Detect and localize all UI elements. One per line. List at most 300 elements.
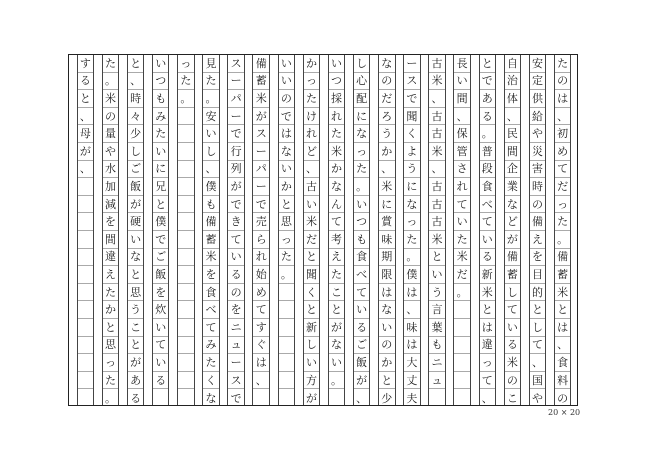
grid-cell: し (354, 55, 370, 73)
grid-cell: 民 (505, 125, 521, 143)
grid-cell: 、 (78, 161, 94, 179)
grid-cell: 古 (304, 178, 320, 196)
grid-cell: 始 (253, 266, 269, 284)
grid-cell: と (480, 55, 496, 73)
grid-cell: っ (404, 213, 420, 231)
grid-cell: ー (228, 354, 244, 372)
grid-cell: 々 (128, 108, 144, 126)
grid-cell: 行 (228, 143, 244, 161)
grid-cell: 備 (555, 249, 571, 267)
grid-cell: 普 (480, 143, 496, 161)
grid-cell: 災 (530, 143, 546, 161)
manuscript-column (378, 55, 396, 405)
grid-cell: も (153, 90, 169, 108)
grid-cell: パ (228, 90, 244, 108)
grid-cell: が (253, 108, 269, 126)
grid-cell: 間 (103, 231, 119, 249)
grid-cell (178, 108, 194, 126)
grid-cell: 少 (381, 391, 393, 405)
grid-cell: の (103, 108, 119, 126)
grid-cell: 違 (103, 249, 119, 267)
grid-cell: が (128, 354, 144, 372)
grid-cell: る (480, 108, 496, 126)
grid-cell: が (354, 372, 370, 390)
grid-cell: 僕 (153, 213, 169, 231)
manuscript-grid (68, 54, 578, 406)
grid-cell: 備 (203, 213, 219, 231)
grid-cell: だ (555, 178, 571, 196)
grid-cell: 長 (454, 55, 470, 73)
grid-cell: 夫 (406, 391, 418, 405)
grid-cell: つ (153, 73, 169, 91)
grid-cell: っ (103, 354, 119, 372)
grid-cell: い (505, 319, 521, 337)
grid-cell: 賞 (379, 213, 395, 231)
grid-cell: 米 (505, 354, 521, 372)
grid-cell: 供 (530, 90, 546, 108)
grid-cell: 米 (103, 90, 119, 108)
grid-cell: 目 (530, 266, 546, 284)
grid-cell: ろ (379, 108, 395, 126)
grid-cell: 給 (530, 108, 546, 126)
grid-cell: 。 (329, 372, 345, 390)
grid-cell: 聞 (304, 266, 320, 284)
grid-cell: 、 (555, 108, 571, 126)
grid-cell: 蓄 (203, 231, 219, 249)
grid-cell: 安 (203, 108, 219, 126)
grid-cell (178, 319, 194, 337)
grid-cell: け (304, 108, 320, 126)
grid-cell: 定 (530, 73, 546, 91)
grid-cell: か (379, 354, 395, 372)
grid-cell: た (304, 90, 320, 108)
grid-cell: 米 (253, 90, 269, 108)
grid-cell: 、 (404, 301, 420, 319)
grid-cell: 備 (253, 55, 269, 73)
grid-cell (78, 354, 94, 372)
grid-cell: 米 (304, 213, 320, 231)
grid-cell: れ (304, 125, 320, 143)
grid-cell: て (329, 213, 345, 231)
grid-cell (178, 372, 194, 390)
grid-cell: 言 (429, 301, 445, 319)
grid-cell: 列 (228, 161, 244, 179)
grid-cell: 的 (530, 284, 546, 302)
grid-cell: 新 (304, 319, 320, 337)
grid-cell: ス (404, 73, 420, 91)
grid-cell: 限 (379, 266, 395, 284)
grid-cell (78, 372, 94, 390)
grid-cell: 期 (379, 249, 395, 267)
grid-cell: 、 (429, 90, 445, 108)
grid-cell: 売 (253, 213, 269, 231)
grid-cell: 。 (178, 90, 194, 108)
grid-cell: な (404, 196, 420, 214)
manuscript-column (177, 55, 195, 405)
manuscript-column (479, 55, 497, 405)
grid-cell: 加 (103, 178, 119, 196)
grid-cell: る (505, 337, 521, 355)
grid-cell: ご (354, 337, 370, 355)
grid-cell: 水 (103, 161, 119, 179)
grid-cell: と (304, 301, 320, 319)
grid-cell: 間 (454, 90, 470, 108)
grid-cell: 備 (505, 249, 521, 267)
grid-cell: ー (228, 108, 244, 126)
grid-cell: を (228, 301, 244, 319)
grid-cell: し (203, 143, 219, 161)
manuscript-column (529, 55, 547, 405)
grid-cell: て (555, 161, 571, 179)
grid-cell: 。 (404, 249, 420, 267)
grid-cell: 、 (304, 161, 320, 179)
grid-cell: と (279, 196, 295, 214)
grid-cell: え (103, 266, 119, 284)
grid-cell: っ (555, 196, 571, 214)
grid-cell: 考 (329, 231, 345, 249)
grid-cell: の (505, 372, 521, 390)
grid-cell: 。 (203, 90, 219, 108)
grid-cell: 、 (505, 108, 521, 126)
grid-cell: 聞 (404, 108, 420, 126)
grid-cell: も (354, 231, 370, 249)
manuscript-column (554, 55, 572, 405)
grid-cell: た (103, 284, 119, 302)
manuscript-column (252, 55, 270, 405)
grid-cell: を (203, 266, 219, 284)
grid-cell: い (454, 73, 470, 91)
grid-cell: に (153, 161, 169, 179)
grid-cell (178, 125, 194, 143)
grid-cell: 、 (356, 391, 368, 405)
grid-cell: は (279, 125, 295, 143)
grid-cell: た (329, 125, 345, 143)
grid-cell: ー (228, 73, 244, 91)
grid-cell: 企 (505, 161, 521, 179)
grid-cell (78, 284, 94, 302)
grid-cell: さ (454, 161, 470, 179)
grid-cell: た (103, 55, 119, 73)
grid-cell: た (203, 73, 219, 91)
grid-cell: 、 (128, 73, 144, 91)
grid-cell: 兄 (153, 178, 169, 196)
manuscript-column (303, 55, 321, 405)
grid-cell (279, 354, 295, 372)
grid-cell: 母 (78, 125, 94, 143)
grid-cell: で (153, 231, 169, 249)
grid-cell: な (329, 337, 345, 355)
grid-cell: 量 (103, 125, 119, 143)
grid-cell: ュ (228, 337, 244, 355)
grid-cell: や (532, 391, 543, 405)
grid-cell: い (279, 55, 295, 73)
grid-cell: た (279, 249, 295, 267)
grid-cell (178, 178, 194, 196)
grid-cell: れ (454, 178, 470, 196)
grid-cell: が (329, 319, 345, 337)
grid-cell: 葉 (429, 319, 445, 337)
grid-cell: 硬 (128, 213, 144, 231)
grid-cell: い (153, 55, 169, 73)
grid-cell: る (130, 391, 142, 405)
grid-cell: る (78, 73, 94, 91)
grid-cell: 段 (480, 161, 496, 179)
grid-cell: 初 (555, 125, 571, 143)
grid-cell: か (379, 143, 395, 161)
grid-cell (178, 301, 194, 319)
grid-cell: く (304, 284, 320, 302)
grid-cell (178, 161, 194, 179)
grid-cell: だ (379, 90, 395, 108)
grid-cell (78, 231, 94, 249)
grid-cell: 。 (279, 266, 295, 284)
grid-cell (178, 284, 194, 302)
grid-cell: え (530, 231, 546, 249)
grid-cell: ス (228, 55, 244, 73)
grid-cell: み (153, 108, 169, 126)
grid-cell: と (128, 337, 144, 355)
grid-cell: つ (329, 73, 345, 91)
grid-cell: し (128, 143, 144, 161)
grid-cell: め (253, 284, 269, 302)
grid-cell: な (354, 125, 370, 143)
manuscript-column (278, 55, 296, 405)
grid-cell: い (304, 354, 320, 372)
grid-cell: で (228, 125, 244, 143)
grid-cell: 管 (454, 143, 470, 161)
grid-cell: っ (304, 73, 320, 91)
grid-cell: た (354, 161, 370, 179)
grid-cell (279, 319, 295, 337)
grid-cell: 米 (329, 143, 345, 161)
grid-cell: は (555, 90, 571, 108)
grid-cell: べ (480, 196, 496, 214)
grid-cell: い (228, 249, 244, 267)
grid-cell: あ (128, 372, 144, 390)
grid-cell: だ (304, 231, 320, 249)
grid-cell: い (279, 73, 295, 91)
grid-cell: れ (253, 249, 269, 267)
grid-cell: の (279, 90, 295, 108)
grid-cell: い (379, 319, 395, 337)
grid-cell: 配 (354, 90, 370, 108)
grid-cell: な (128, 249, 144, 267)
grid-cell: 時 (530, 178, 546, 196)
grid-cell: で (253, 196, 269, 214)
grid-cell: は (253, 354, 269, 372)
manuscript-column (504, 55, 522, 405)
grid-cell: ご (153, 249, 169, 267)
grid-cell: い (203, 125, 219, 143)
grid-cell: ュ (429, 372, 445, 390)
grid-cell: い (329, 354, 345, 372)
grid-cell: に (404, 178, 420, 196)
grid-cell: 減 (103, 196, 119, 214)
grid-cell: い (153, 143, 169, 161)
grid-cell: 備 (530, 213, 546, 231)
grid-cell: の (530, 196, 546, 214)
grid-cell: た (103, 372, 119, 390)
grid-cell: は (404, 337, 420, 355)
grid-cell (454, 319, 470, 337)
manuscript-column (353, 55, 371, 405)
grid-cell: か (103, 301, 119, 319)
grid-cell: べ (354, 266, 370, 284)
grid-cell: を (530, 249, 546, 267)
grid-cell: っ (480, 354, 496, 372)
grid-cell (279, 372, 295, 390)
grid-cell: 古 (429, 108, 445, 126)
manuscript-column (328, 55, 346, 405)
grid-cell: う (128, 301, 144, 319)
grid-cell (279, 301, 295, 319)
grid-cell: 新 (480, 266, 496, 284)
grid-cell (178, 143, 194, 161)
grid-cell: て (228, 231, 244, 249)
grid-cell: や (103, 143, 119, 161)
grid-cell: ぐ (253, 337, 269, 355)
grid-cell (78, 319, 94, 337)
grid-cell: い (153, 319, 169, 337)
grid-cell: て (253, 301, 269, 319)
grid-cell: ス (253, 125, 269, 143)
grid-cell: だ (454, 266, 470, 284)
grid-cell: ら (253, 231, 269, 249)
grid-cell: 蓄 (555, 266, 571, 284)
grid-cell: の (555, 73, 571, 91)
grid-cell (178, 354, 194, 372)
grid-cell: 米 (429, 231, 445, 249)
grid-cell (153, 389, 169, 407)
grid-cell: 思 (103, 337, 119, 355)
grid-cell: し (530, 319, 546, 337)
grid-cell: と (153, 196, 169, 214)
grid-cell (178, 337, 194, 355)
grid-cell: す (253, 319, 269, 337)
grid-cell: 古 (429, 178, 445, 196)
grid-cell: 。 (555, 231, 571, 249)
grid-cell: い (304, 196, 320, 214)
grid-cell: 味 (379, 231, 395, 249)
grid-cell: 米 (480, 284, 496, 302)
grid-cell: を (153, 284, 169, 302)
grid-cell (78, 266, 94, 284)
grid-cell: え (329, 249, 345, 267)
grid-cell (78, 249, 94, 267)
grid-cell: ニ (228, 319, 244, 337)
grid-cell: が (228, 178, 244, 196)
grid-cell: の (228, 284, 244, 302)
grid-cell: く (404, 125, 420, 143)
grid-cell: ニ (429, 354, 445, 372)
grid-cell: っ (178, 55, 194, 73)
grid-cell: て (203, 319, 219, 337)
grid-cell: ど (505, 213, 521, 231)
grid-cell: 少 (128, 125, 144, 143)
grid-cell: 自 (505, 55, 521, 73)
grid-cell: あ (480, 90, 496, 108)
grid-cell: 米 (454, 249, 470, 267)
grid-cell: 、 (555, 337, 571, 355)
grid-cell: 古 (429, 213, 445, 231)
grid-cell: 、 (481, 391, 493, 405)
grid-cell: 。 (480, 125, 496, 143)
grid-cell: い (329, 55, 345, 73)
grid-cell: っ (354, 143, 370, 161)
manuscript-column (77, 55, 95, 405)
grid-cell: て (153, 337, 169, 355)
grid-cell: て (480, 213, 496, 231)
grid-cell: る (153, 372, 169, 390)
grid-cell: た (555, 213, 571, 231)
grid-cell: と (304, 249, 320, 267)
grid-cell: は (480, 319, 496, 337)
grid-cell: に (379, 196, 395, 214)
manuscript-column (403, 55, 421, 405)
grid-cell: 古 (429, 55, 445, 73)
grid-cell: 治 (505, 73, 521, 91)
grid-cell: 安 (530, 55, 546, 73)
grid-cell (78, 178, 94, 196)
grid-cell: ん (329, 196, 345, 214)
grid-cell: 古 (429, 196, 445, 214)
grid-cell: ー (253, 143, 269, 161)
grid-cell: を (103, 213, 119, 231)
grid-cell: た (329, 266, 345, 284)
grid-cell: か (329, 161, 345, 179)
grid-cell: 。 (104, 391, 116, 405)
grid-cell: い (128, 231, 144, 249)
grid-cell: 、 (203, 161, 219, 179)
grid-cell: て (505, 301, 521, 319)
grid-cell: な (279, 143, 295, 161)
grid-cell: で (480, 73, 496, 91)
grid-cell: と (329, 301, 345, 319)
grid-cell: 米 (429, 73, 445, 91)
grid-cell: か (279, 178, 295, 196)
grid-cell (454, 337, 470, 355)
grid-cell: こ (506, 391, 518, 405)
grid-cell: で (404, 90, 420, 108)
grid-cell: う (404, 161, 420, 179)
grid-cell: い (454, 213, 470, 231)
grid-cell: で (279, 108, 295, 126)
grid-cell: も (429, 337, 445, 355)
grid-cell (178, 213, 194, 231)
grid-cell: た (404, 231, 420, 249)
grid-cell: っ (279, 231, 295, 249)
manuscript-column (227, 55, 245, 405)
grid-cell: し (505, 284, 521, 302)
grid-cell: 、 (379, 161, 395, 179)
grid-cell: て (454, 196, 470, 214)
grid-cell: 食 (354, 249, 370, 267)
grid-cell: る (480, 249, 496, 267)
grid-cell: 料 (555, 372, 571, 390)
grid-cell: し (304, 337, 320, 355)
grid-cell: た (555, 55, 571, 73)
grid-cell: た (153, 125, 169, 143)
grid-cell: 米 (203, 249, 219, 267)
grid-cell: な (379, 55, 395, 73)
grid-cell: 僕 (404, 266, 420, 284)
grid-cell: の (379, 73, 395, 91)
grid-cell: 米 (555, 284, 571, 302)
grid-cell: 古 (429, 125, 445, 143)
grid-cell: 保 (454, 125, 470, 143)
grid-cell: 。 (454, 284, 470, 302)
grid-cell: 害 (530, 161, 546, 179)
